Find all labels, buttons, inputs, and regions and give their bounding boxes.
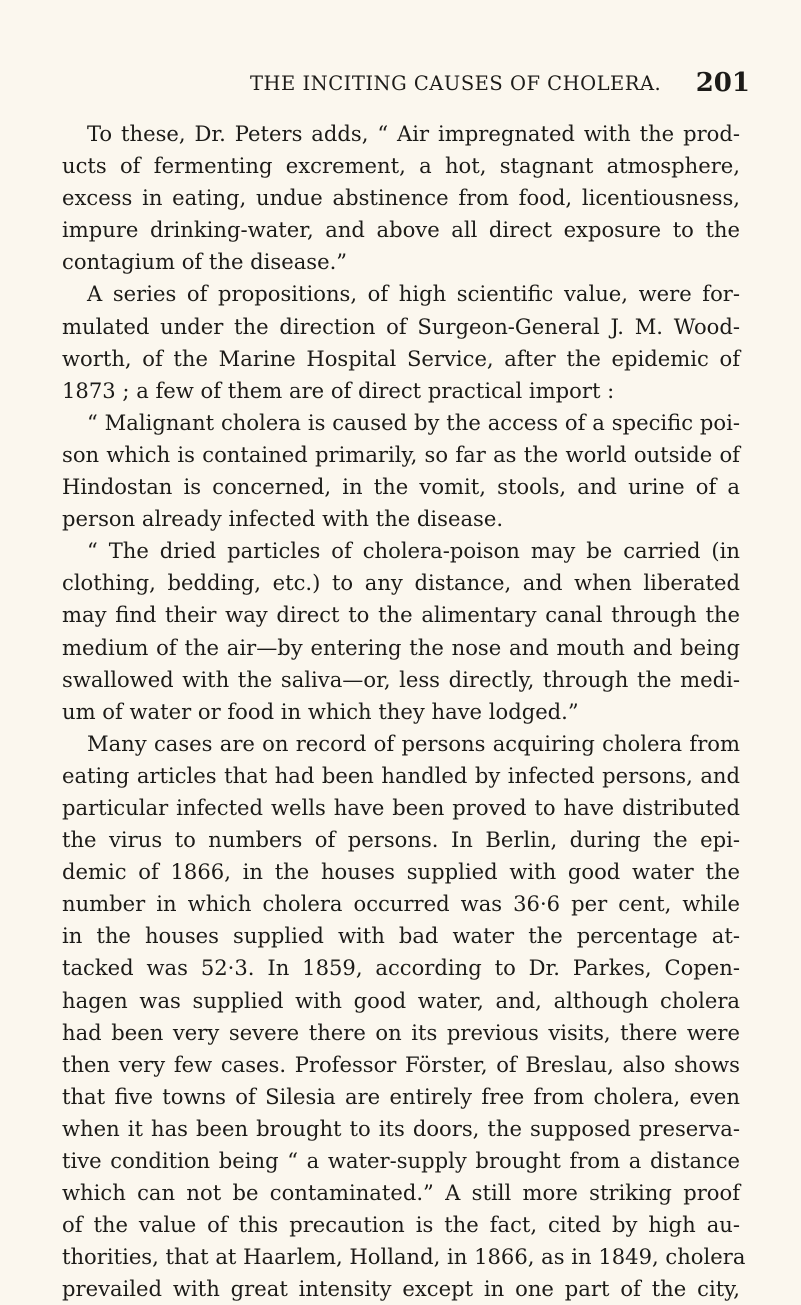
running-head: [250, 68, 750, 102]
text-line: 1873 ; a few of them are of direct practical import :: [62, 377, 615, 403]
text-line: of the value of this precaution is the fact, cited by high au-: [62, 1212, 740, 1238]
text-line: number in which cholera occurred was 36·6 per cent, while: [62, 891, 740, 917]
text-line: tacked was 52·3. In 1859, according to Dr. Parkes, Copen-: [62, 955, 740, 981]
text-line: may find their way direct to the alimentary canal through the: [62, 602, 740, 628]
text-line: mulated under the direction of Surgeon-General J. M. Wood-: [62, 313, 740, 339]
text-line: when it has been brought to its doors, the supposed preserva-: [62, 1115, 740, 1141]
text-line: prevailed with great intensity except in one part of the city,: [62, 1276, 740, 1302]
text-line: medium of the air—by entering the nose and mouth and being: [62, 634, 740, 660]
text-line: had been very severe there on its previous visits, there were: [62, 1019, 740, 1045]
text-line: worth, of the Marine Hospital Service, after the epidemic of: [62, 345, 740, 371]
text-line: Many cases are on record of persons acquiring cholera from: [87, 730, 740, 756]
text-line: then very few cases. Professor Förster, of Breslau, also shows: [62, 1051, 740, 1077]
text-line: impure drinking-water, and above all direct exposure to the: [62, 217, 740, 243]
text-line: demic of 1866, in the houses supplied with good water the: [62, 859, 740, 885]
text-line: excess in eating, undue abstinence from food, licentiousness,: [62, 185, 740, 211]
text-line: um of water or food in which they have lodged.”: [62, 698, 579, 724]
text-line: the virus to numbers of persons. In Berlin, during the epi-: [62, 827, 740, 853]
text-line: hagen was supplied with good water, and, although cholera: [62, 987, 740, 1013]
text-line: eating articles that had been handled by infected persons, and: [62, 762, 740, 788]
text-line: swallowed with the saliva—or, less directly, through the medi-: [62, 666, 740, 692]
text-line: tive condition being “ a water-supply brought from a distance: [62, 1148, 740, 1173]
text-line: A series of propositions, of high scientific value, were for-: [87, 281, 740, 307]
text-line: which can not be contaminated.” A still more striking proof: [62, 1180, 740, 1206]
text-line: To these, Dr. Peters adds, “ Air impregnated with the prod-: [87, 121, 740, 146]
text-line: that five towns of Silesia are entirely free from cholera, even: [62, 1083, 740, 1109]
text-line: ucts of fermenting excrement, a hot, stagnant atmosphere,: [62, 153, 740, 179]
text-line: clothing, bedding, etc.) to any distance, and when liberated: [62, 570, 740, 596]
text-line: son which is contained primarily, so far as the world outside of: [62, 441, 740, 467]
page-number: 201: [695, 68, 750, 98]
text-line: “ Malignant cholera is caused by the access of a specific poi-: [87, 409, 740, 435]
text-line: person already infected with the disease.: [62, 506, 504, 532]
text-line: Hindostan is concerned, in the vomit, stools, and urine of a: [62, 474, 740, 500]
text-line: thorities, that at Haarlem, Holland, in 1866, as in 1849, cholera: [62, 1244, 746, 1270]
text-line: contagium of the disease.”: [62, 249, 348, 275]
text-line: in the houses supplied with bad water the percentage at-: [62, 923, 740, 949]
text-line: particular infected wells have been proved to have distributed: [62, 794, 740, 820]
running-title: THE INCITING CAUSES OF CHOLERA.: [250, 72, 662, 95]
body-text: [62, 118, 746, 1305]
text-line: “ The dried particles of cholera-poison may be carried (in: [87, 538, 740, 564]
